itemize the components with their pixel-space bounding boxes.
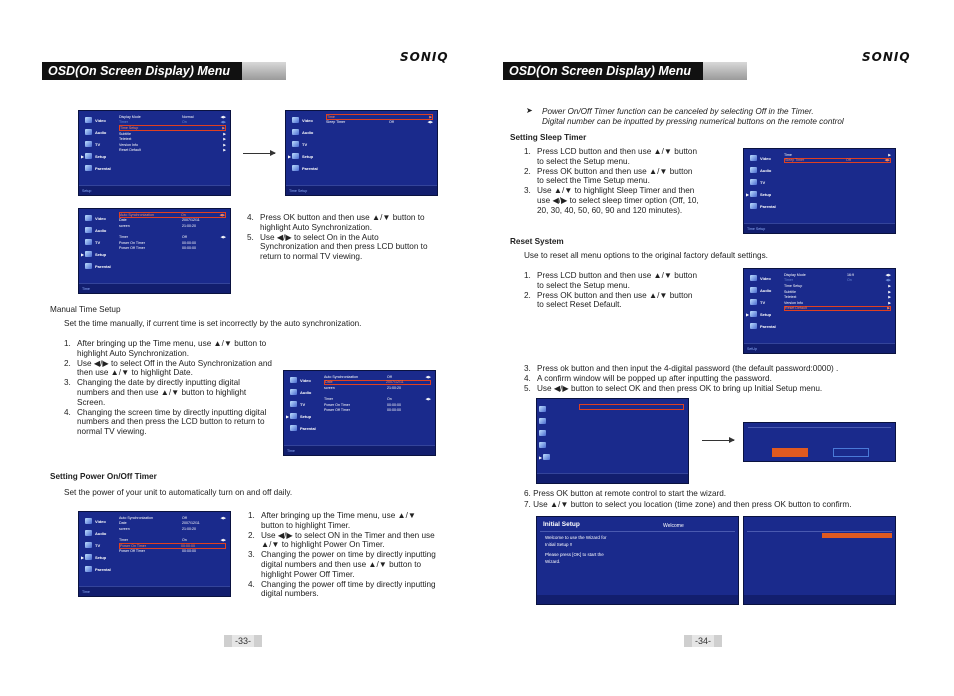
osd-side-item[interactable]: TV [744,176,780,188]
menu-icon [290,377,297,383]
step-item: 2. Press OK button and then use ▲/▼ button to select the Time Setup menu. [524,166,693,186]
confirm-ok-button[interactable] [772,448,808,457]
osd-menu-row[interactable]: Sleep Timer Off ◀▶ [326,120,433,125]
menu-icon [85,227,92,233]
osd-side-item[interactable]: Parental [286,162,322,174]
step-item: 1. Press LCD button and then use ▲/▼ button to select the Setup menu. [524,271,698,290]
menu-icon [750,203,757,209]
osd-menu-row[interactable]: Sleep Timer Off ◀▶ [785,158,890,163]
menu-icon [750,167,757,173]
osd-screen-reset-default [743,268,896,354]
step-item: 4. Changing the screen time by directly inputting digital numbers and then press the LCD button to return to normal TV viewing. [64,407,267,437]
step-item: 1. After bringing up the Time menu, use ▲/▼ button to highlight Auto Synchronization. [64,339,267,358]
osd-side-item[interactable]: TV [79,539,115,551]
heading-reset-system: Reset System [510,237,564,246]
osd-screen-time-setup [285,110,438,196]
wizard-screen-welcome [536,516,739,605]
steps-auto-sync [247,213,437,262]
osd-side-item[interactable]: Audio [744,164,780,176]
wizard-welcome: Welcome [663,523,684,529]
osd-side-item[interactable]: ▶ Setup [746,191,772,197]
osd-side-item[interactable]: Parental [284,422,320,434]
menu-icon [290,413,297,419]
osd-footer: Setup [79,185,230,195]
osd-menu-row[interactable]: Teletext ▶ [784,295,891,300]
osd-side-item[interactable]: Audio [286,126,322,138]
step-item: 3. Changing the date by directly inputting digital numbers and then use ▲/▼ button to highlight Screen. [64,378,247,407]
step-item: 4. A confirm window will be popped up after inputting the password. [524,373,772,383]
menu-icon [750,287,757,293]
menu-icon [292,117,299,123]
banner-title-right: OSD(On Screen Display) Menu [503,62,703,80]
osd-menu-row[interactable]: Reset Default ▶ [785,306,890,311]
step-7: 7. Use ▲/▼ button to select you location (time zone) and then press OK button to confirm. [524,500,852,509]
reset-intro: Use to reset all menu options to the original factory default settings. [524,251,768,260]
osd-side-item[interactable]: Audio [744,284,780,296]
wizard-line-1: Welcome to use the Wizard for [545,535,607,540]
menu-icon [85,153,92,159]
section-banner-right [503,62,913,80]
osd-screen-time-auto-sync [78,208,231,294]
menu-icon [85,117,92,123]
page-number-left: -33- [224,635,262,647]
menu-icon [292,129,299,135]
menu-icon [290,425,297,431]
menu-icon [750,191,757,197]
timezone-highlight[interactable] [822,533,892,538]
menu-icon [750,179,757,185]
heading-sleep-timer: Setting Sleep Timer [510,133,587,142]
wizard-line-2: Initial Setup !! [545,541,573,547]
osd-side-item[interactable]: TV [744,296,780,308]
osd-menu-row[interactable]: Power On Timer 00:00:00 [324,402,401,407]
osd-menu-row[interactable]: Auto Synchronization Off ◀▶ [119,515,226,520]
osd-menu-row[interactable]: Timer On ◀▶ [324,397,431,402]
osd-side-item[interactable]: Audio [79,527,115,539]
osd-menu-row[interactable]: Power Off Timer 00:00:00 [324,408,401,413]
osd-side-item[interactable]: TV [79,236,115,248]
menu-icon [85,129,92,135]
menu-icon [85,530,92,536]
osd-side-item[interactable]: ▶ Setup [746,311,772,317]
menu-icon [750,311,757,317]
brand-logo: SONIQ [400,50,449,64]
note-pointer-icon: ➤ [526,106,533,115]
step-6: 6. Press OK button at remote control to start the wizard. [524,489,727,498]
wizard-line-3: Please press [OK] to start the [545,552,604,557]
banner-accent-right [703,62,747,80]
osd-menu-row[interactable]: Power On Timer 00:00:00 [119,543,226,549]
menu-icon [292,153,299,159]
wizard-title: Initial Setup [543,521,580,528]
menu-icon [85,566,92,572]
menu-icon [292,165,299,171]
osd-menu-row[interactable]: Power Off Timer 00:00:00 [119,549,196,554]
osd-menu-row[interactable]: screen 21:00:20 [119,526,196,531]
osd-side-item[interactable]: Parental [79,563,115,575]
menu-icon [85,518,92,524]
osd-side-item[interactable]: Video [79,114,115,126]
menu-icon [292,141,299,147]
heading-power-timer: Setting Power On/Off Timer [50,472,157,481]
steps-sleep-timer [524,147,699,216]
osd-side-item[interactable]: Parental [744,320,780,332]
osd-screen-password: ▶ [536,398,689,484]
osd-side-item[interactable]: ▶ Setup [81,554,107,560]
step-item: 3. Changing the power on time by directly inputting digital numbers and then use ▲/▼ button to highlight Power Off Timer. [248,550,436,579]
menu-icon [290,389,297,395]
osd-menu-row[interactable]: Reset Default ▶ [119,148,226,153]
osd-side-item[interactable]: Video [744,272,780,284]
heading-manual-time-setup: Manual Time Setup [50,305,121,314]
step-item: 5. Use ◀/▶ button to select OK and then press OK to bring up Initial Setup menu. [524,383,823,393]
menu-icon [85,165,92,171]
osd-menu-row[interactable]: Version Info ▶ [784,300,891,305]
osd-menu-row[interactable]: Teletext ▶ [119,137,226,142]
password-field[interactable] [579,404,684,410]
osd-side-item[interactable]: Video [79,212,115,224]
osd-menu-row[interactable]: Timer Off ◀▶ [119,235,226,240]
osd-side-item[interactable]: Audio [284,386,320,398]
osd-side-item[interactable]: TV [79,138,115,150]
osd-side-item[interactable]: ▶ Setup [81,251,107,257]
osd-footer: Time Setup [286,185,437,195]
step-item: 2. Use ◀/▶ to select ON in the Timer and then use ▲/▼ to highlight Power On Timer. [248,530,435,550]
section-banner [42,62,452,80]
menu-icon [85,215,92,221]
osd-side-item[interactable]: TV [284,398,320,410]
steps-manual-time [64,339,274,437]
menu-icon [85,542,92,548]
osd-menu-row[interactable]: Auto Synchronization On ◀▶ [120,212,225,217]
step-item: 4. Changing the power off time by directly inputting digital numbers. [248,579,436,599]
confirm-cancel-button[interactable] [833,448,869,457]
steps-power-timer [248,511,438,599]
osd-menu-row[interactable]: Subtitle ▶ [784,289,891,294]
step-item: 3. Use ▲/▼ to highlight Sleep Timer and then use ◀/▶ to select sleep timer option (Off, 10, 20, 30, 40, 50, 60, 90 and 120 minutes). [524,186,699,215]
osd-footer: Time [284,445,435,455]
steps-reset-2 [524,364,914,393]
banner-accent [242,62,286,80]
osd-screen-time-manual [283,370,436,456]
osd-side-item[interactable]: Video [744,152,780,164]
osd-side-item[interactable]: Parental [79,162,115,174]
osd-menu-row[interactable]: Date 2007/12/11 [324,380,431,386]
step-item: 1. Press LCD button and then use ▲/▼ button to select the Setup menu. [524,147,698,166]
osd-footer: SetUp [744,343,895,353]
osd-menu-row[interactable]: Version Info ▶ [119,142,226,147]
osd-menu-row[interactable]: Display Mode 16:9 ◀▶ [784,272,891,277]
step-item: 4. Press OK button and then use ▲/▼ button to highlight Auto Synchronization. [247,213,425,232]
osd-footer: Time [79,586,230,596]
arrow-right-icon [243,153,275,154]
osd-footer: Time Setup [744,223,895,233]
steps-reset-1 [524,271,699,310]
wizard-screen-timezone [743,516,896,605]
menu-icon [750,275,757,281]
menu-icon [750,299,757,305]
menu-icon [85,251,92,257]
step-item: 1. After bringing up the Time menu, use ▲/▼ button to highlight Timer. [248,511,417,530]
osd-menu-row[interactable]: Power On Timer 00:00:00 [119,240,196,245]
osd-screen-sleep-timer [743,148,896,234]
osd-menu-row[interactable]: Auto Synchronization Off ◀▶ [324,374,431,379]
osd-screen-power-timer [78,511,231,597]
note-line-2: Digital number can be inputted by pressing numerical buttons on the remote control [542,117,844,126]
osd-side-item[interactable]: Video [79,515,115,527]
osd-menu-row[interactable]: Time ▶ [327,114,432,119]
osd-side-item[interactable]: TV [286,138,322,150]
osd-menu-row[interactable]: Time ▶ [784,152,891,157]
confirm-dialog [743,422,896,462]
osd-menu-row[interactable]: Timer On ◀▶ [119,120,226,125]
osd-side-item[interactable]: Parental [79,260,115,272]
menu-icon [85,239,92,245]
menu-icon [290,401,297,407]
menu-icon [750,323,757,329]
menu-icon [85,141,92,147]
osd-footer: Time [79,283,230,293]
osd-side-item[interactable]: ▶ Setup [81,153,107,159]
osd-side-item[interactable]: Video [284,374,320,386]
step-item: 2. Use ◀/▶ to select Off in the Auto Synchronization and then use ▲/▼ to highlight Date. [64,358,272,378]
power-intro: Set the power of your unit to automatically turn on and off daily. [64,488,293,497]
page-number-right: -34- [684,635,722,647]
osd-menu-row[interactable]: screen 21:00:20 [119,223,196,228]
osd-menu-row[interactable]: Time Setup ▶ [784,283,891,288]
step-item: 5. Use ◀/▶ to select On in the Auto Synchronization and then press LCD button to return to normal TV viewing. [247,232,428,262]
wizard-line-4: Wizard. [545,558,561,564]
osd-side-item[interactable]: Video [286,114,322,126]
menu-icon [750,155,757,161]
arrow-right-icon-2 [702,440,734,441]
brand-logo-right: SONIQ [862,50,911,64]
menu-icon [85,263,92,269]
osd-menu-row[interactable]: Display Mode Normal ◀▶ [119,114,226,119]
osd-menu-row[interactable]: Time Setup ▶ [120,125,225,130]
menu-icon [85,554,92,560]
osd-side-item[interactable]: ▶ Setup [288,153,314,159]
manual-intro: Set the time manually, if current time is set incorrectly by the auto synchronization. [64,319,362,328]
osd-side-item[interactable]: Audio [79,126,115,138]
osd-side-item[interactable]: Parental [744,200,780,212]
osd-side-item[interactable]: ▶ Setup [286,413,312,419]
osd-menu-row[interactable]: Power Off Timer 00:00:00 [119,246,196,251]
step-item: 2. Press OK button and then use ▲/▼ button to select Reset Default. [524,290,693,310]
step-item: 3. Press ok button and then input the 4-digital password (the default password:0000) . [524,364,839,373]
osd-screen-setup [78,110,231,196]
osd-menu-row[interactable]: Subtitle ▶ [119,131,226,136]
osd-menu-row[interactable]: Timer On ◀▶ [784,278,891,283]
banner-title: OSD(On Screen Display) Menu [42,62,242,80]
osd-side-item[interactable]: Audio [79,224,115,236]
osd-menu-row[interactable]: screen 21:00:20 [324,385,401,390]
osd-menu-row[interactable]: Date 2007/12/11 [119,218,200,223]
osd-menu-row[interactable]: Timer On ◀▶ [119,538,226,543]
osd-menu-row[interactable]: Date 2007/12/11 [119,521,200,526]
note-line-1: Power On/Off Timer function can be canceled by selecting Off in the Timer. [542,107,814,116]
